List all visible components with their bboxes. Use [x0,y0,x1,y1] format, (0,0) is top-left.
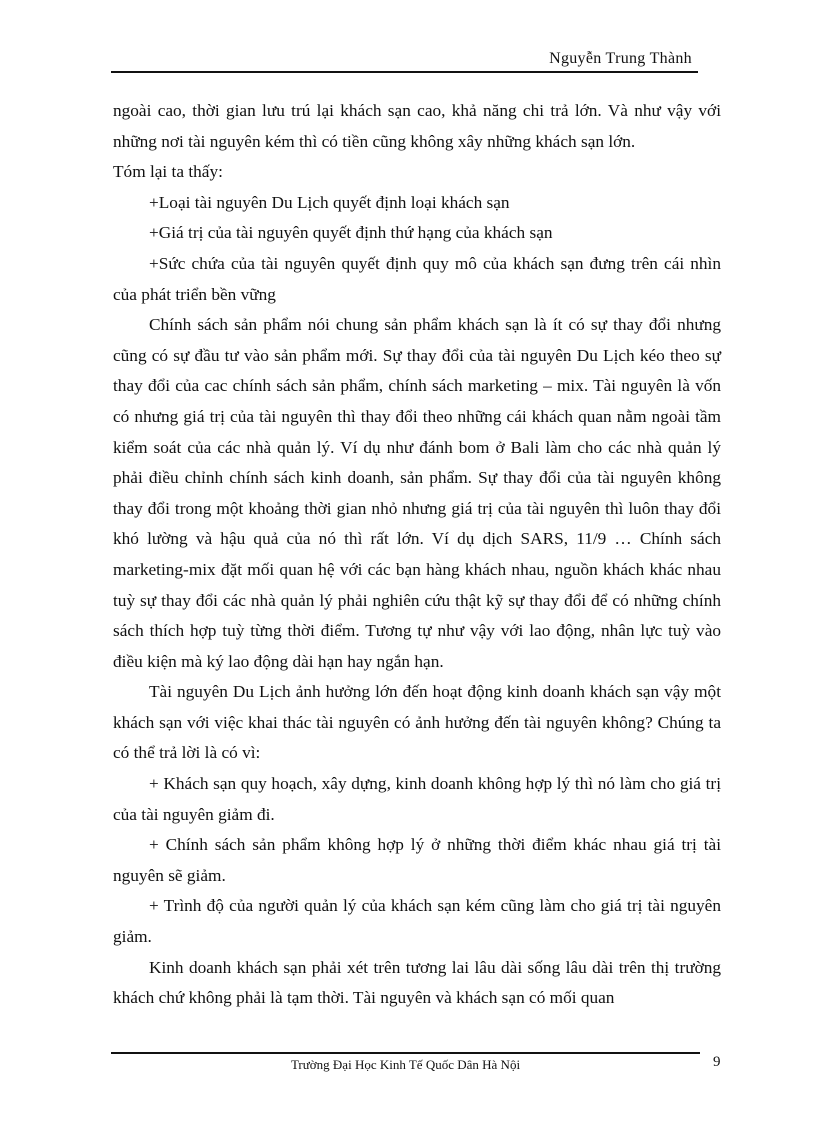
footer-school-name: Trường Đại Học Kinh Tế Quốc Dân Hà Nội [290,1057,521,1072]
page-number: 9 [713,1054,721,1070]
header-author: Nguyễn Trung Thành [549,50,692,67]
paragraph-2: Tóm lại ta thấy: [113,162,223,182]
paragraph-7: Tài nguyên Du Lịch ảnh hưởng lớn đến hoạt động kinh doanh khách sạn vậy một khách sạn với việc khai thác tài nguyên có ảnh hưởng đến tài nguyên không? Chúng ta có thể trả lời là có vì: [113,682,721,763]
page-body [113,96,721,1014]
paragraph-3: +Loại tài nguyên Du Lịch quyết định loại khách sạn [149,192,510,212]
paragraph-9: + Chính sách sản phẩm không hợp lý ở những thời điểm khác nhau giá trị tài nguyên sẽ giảm. [113,835,721,885]
paragraph-5: +Sức chứa của tài nguyên quyết định quy mô của khách sạn đưng trên cái nhìn của phát triển bền vững [113,253,721,304]
paragraph-1: ngoài cao, thời gian lưu trú lại khách sạn cao, khả năng chi trả lớn. Và như vậy với những nơi tài nguyên kém thì có tiền cũng không xây những khách sạn lớn. [113,101,721,151]
paragraph-10: + Trình độ của người quản lý của khách sạn kém cũng làm cho giá trị tài nguyên giảm. [113,896,721,947]
paragraph-6: Chính sách sản phẩm nói chung sản phẩm khách sạn là ít có sự thay đổi nhưng cũng có sự đầu tư vào sản phẩm mới. Sự thay đổi của tài nguyên Du Lịch kéo theo sự thay đổi của cac chính sách sản phẩm, chính sách marketing – mix. Tài nguyên là vốn có nhưng giá trị của tài nguyên thì thay đổi theo những cái khách quan nằm ngoài tầm kiểm soát của các nhà quản lý. Ví dụ như đánh bom ở Bali làm cho các nhà quản lý phải điều chỉnh chính sách kinh doanh, sản phẩm. Sự thay đổi của tài nguyên không thay đổi trong một khoảng thời gian nhỏ nhưng giá trị của tài nguyên thì luôn thay đổi khó lường và hậu quả của nó thì rất lớn. Ví dụ dịch SARS, 11/9 … Chính sách marketing-mix đặt mối quan hệ với các bạn hàng khách nhau, nguồn khách khác nhau tuỳ sự thay đổi các nhà quản lý phải nghiên cứu thật kỹ sự thay đổi để có những chính sách thích hợp tuỳ từng thời điểm. Tương tự như vậy với lao động, nhân lực tuỳ vào điều kiện mà ký lao động dài hạn hay ngắn hạn. [113,315,721,671]
paragraph-8: + Khách sạn quy hoạch, xây dựng, kinh doanh không hợp lý thì nó làm cho giá trị của tài nguyên giảm đi. [113,774,721,824]
paragraph-4: +Giá trị của tài nguyên quyết định thứ hạng của khách sạn [149,223,553,243]
header-divider [111,71,698,73]
footer-divider [111,1052,700,1054]
paragraph-11: Kinh doanh khách sạn phải xét trên tương lai lâu dài sống lâu dài trên thị trường khách chứ không phải là tạm thời. Tài nguyên và khách sạn có mối quan [113,957,721,1008]
